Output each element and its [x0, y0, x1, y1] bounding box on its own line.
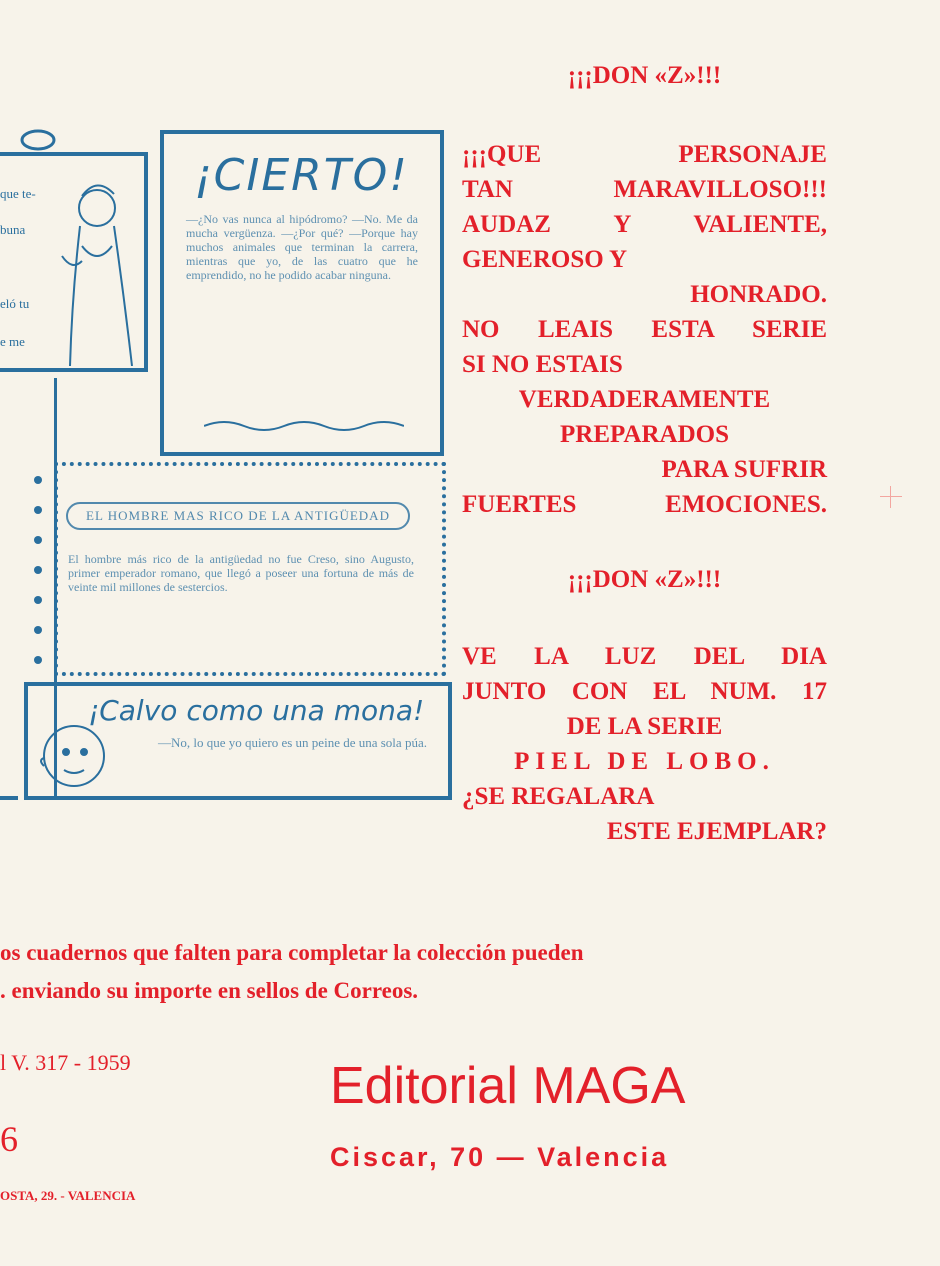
- fragment-line: buna: [0, 222, 26, 237]
- bald-face-illustration: [34, 716, 114, 792]
- cierto-panel: [160, 130, 444, 456]
- fragment-line: que te-: [0, 186, 36, 201]
- registration-mark: [880, 486, 902, 508]
- announcement-line: PREPARADOS: [560, 421, 729, 448]
- announcement-line: PIEL DE LOBO.: [514, 748, 775, 775]
- fragment-line: eló tu: [0, 296, 30, 311]
- announcement-line: ¡¡¡QUE PERSONAJE: [462, 141, 827, 168]
- notice-line-1: os cuadernos que falten para completar la colección pueden: [0, 940, 584, 965]
- announcement-line: ESTE EJEMPLAR?: [606, 818, 827, 845]
- announcement-line: TAN MARAVILLOSO!!!: [462, 176, 827, 203]
- announcement-column: [462, 58, 827, 849]
- cierto-text: —¿No vas nunca al hipódromo? —No. Me da mucha vergüenza. —¿Por qué? —Porque hay muchos animales que terminan la carrera, mientras que yo, de las cuatro que he emprendido, no he podido acabar ninguna.: [186, 212, 418, 282]
- hombre-rico-text: El hombre más rico de la antigüedad no fue Creso, sino Augusto, primer emperador romano, que llegó a poseer una fortuna de más de veinte mil millones de sestercios.: [68, 552, 414, 594]
- old-woman-illustration: [52, 176, 142, 366]
- fragment-line: e me: [0, 334, 25, 349]
- don-z-title-top: ¡¡¡DON «Z»!!!: [567, 62, 722, 89]
- hombre-rico-panel: [54, 462, 446, 676]
- announcement-line: VE LA LUZ DEL DIA: [462, 643, 827, 670]
- announcement-line: HONRADO.: [690, 281, 827, 308]
- calvo-text: —No, lo que yo quiero es un peine de una sola púa.: [158, 735, 427, 750]
- notice-line-2: . enviando su importe en sellos de Correos.: [0, 978, 419, 1003]
- left-bottom-rule: [0, 796, 18, 800]
- announcement-line: FUERTES EMOCIONES.: [462, 491, 827, 518]
- announcement-line: ¿SE REGALARA: [462, 783, 655, 810]
- announcement-line: PARA SUFRIR: [661, 456, 827, 483]
- decorative-squiggle: [204, 418, 404, 432]
- hombre-rico-title: EL HOMBRE MAS RICO DE LA ANTIGÜEDAD: [66, 502, 410, 530]
- speech-bubble-fragment: [8, 126, 58, 156]
- left-fragment-panel: [0, 152, 148, 372]
- legal-deposit: l V. 317 - 1959: [0, 1050, 131, 1075]
- announcement-line: AUDAZ Y VALIENTE,: [462, 211, 827, 238]
- calvo-title: ¡Calvo como una mona!: [88, 694, 425, 727]
- announcement-line: SI NO ESTAIS: [462, 351, 623, 378]
- printer-address: OSTA, 29. - VALENCIA: [0, 1188, 136, 1203]
- publisher-address: Ciscar, 70 — Valencia: [330, 1142, 670, 1172]
- don-z-title-mid: ¡¡¡DON «Z»!!!: [567, 566, 722, 593]
- announcement-line: GENEROSO Y: [462, 246, 628, 273]
- cierto-title: ¡CIERTO!: [194, 150, 409, 201]
- dotted-border-left: [28, 470, 48, 670]
- announcement-line: VERDADERAMENTE: [518, 386, 771, 413]
- issue-number: 6: [0, 1119, 18, 1159]
- announcement-line: NO LEAIS ESTA SERIE: [462, 316, 827, 343]
- publisher-name: Editorial MAGA: [330, 1057, 686, 1115]
- announcement-line: DE LA SERIE: [566, 713, 723, 740]
- calvo-panel: [24, 682, 452, 800]
- announcement-line: JUNTO CON EL NUM. 17: [462, 678, 827, 705]
